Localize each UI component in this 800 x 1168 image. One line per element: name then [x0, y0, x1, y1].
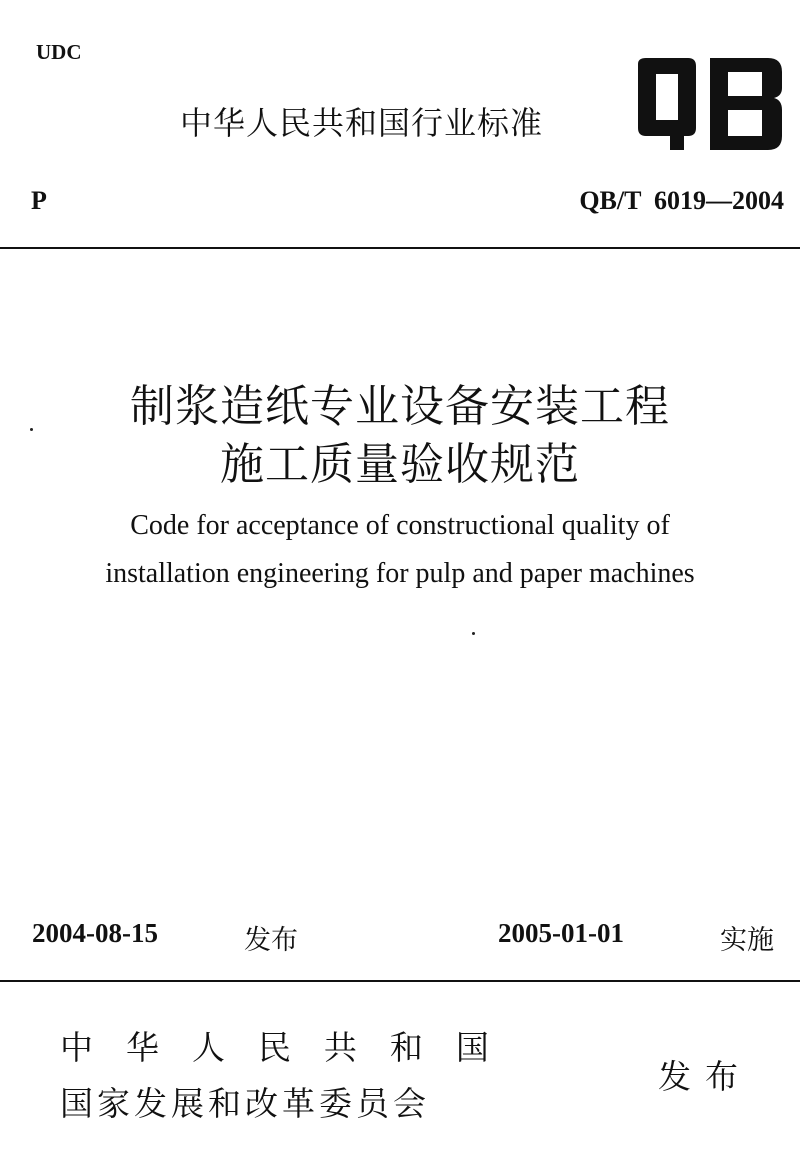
udc-label: UDC: [36, 40, 82, 64]
standard-number: QB/T 6019—2004: [579, 186, 784, 215]
standard-type-heading: 中华人民共和国行业标准: [180, 104, 544, 142]
scan-speck: [30, 428, 33, 431]
issue-date: 2004-08-15: [32, 918, 158, 948]
title-english-line-2: installation engineering for pulp and paper machines: [105, 558, 695, 589]
implementation-date: 2005-01-01: [498, 918, 624, 948]
classification-code: P: [31, 186, 47, 215]
title-chinese-line-2: 施工质量验收规范: [220, 439, 580, 490]
top-divider: [0, 247, 800, 249]
implementation-label: 实施: [720, 925, 774, 956]
issue-label: 发布: [244, 925, 298, 956]
issuer-verb: 发布: [658, 1057, 752, 1096]
bottom-divider: [0, 980, 800, 982]
issuer-line-2: 国家发展和改革委员会: [60, 1084, 430, 1123]
qb-logo: [630, 58, 786, 154]
title-english-line-1: Code for acceptance of constructional quality of: [130, 510, 670, 541]
scan-speck: [472, 632, 475, 635]
title-chinese-line-1: 制浆造纸专业设备安装工程: [130, 381, 670, 432]
issuer-line-1: 中 华 人 民 共 和 国: [60, 1028, 493, 1067]
